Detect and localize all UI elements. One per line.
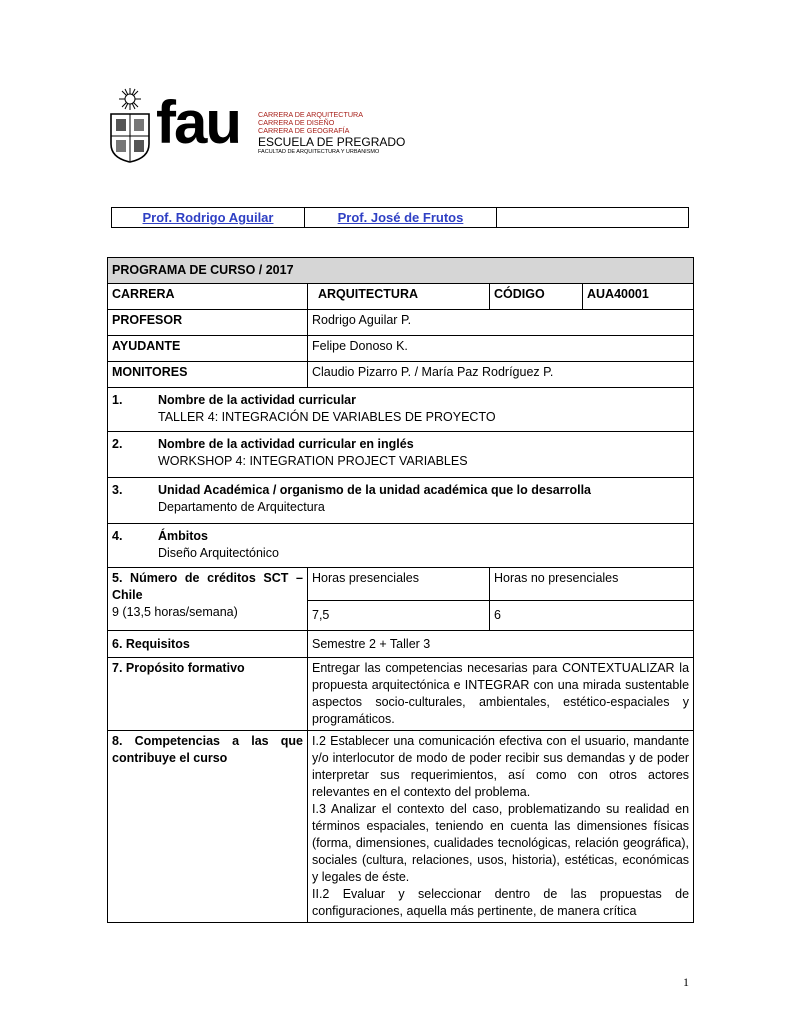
requisitos-label: 6. Requisitos — [108, 631, 308, 658]
monitores-value: Claudio Pizarro P. / María Paz Rodríguez P. — [308, 362, 694, 388]
section-3-value: Departamento de Arquitectura — [158, 500, 325, 514]
professor-cell — [305, 208, 497, 227]
career-item: CARRERA DE GEOGRAFÍA — [258, 126, 350, 135]
competencia-item: I.3 Analizar el contexto del caso, problematizando su realidad en términos espaciales, teniendo en cuenta las dimensiones físicas (forma, dimensiones, cualidades tecnológicas, relación geográfica), sociales (cultura, relaciones, usos, historia), estéticas, económicas y legales de éste. — [312, 802, 690, 884]
competencias-label: 8. Competencias a las que contribuye el curso — [108, 731, 308, 923]
proposito-row — [108, 658, 694, 731]
professor-link-1[interactable]: Prof. Rodrigo Aguilar — [142, 210, 274, 225]
career-item: CARRERA DE DISEÑO — [258, 118, 335, 127]
creditos-label: 5. Número de créditos SCT – Chile — [112, 571, 303, 602]
professors-table — [111, 207, 689, 228]
school-name: ESCUELA DE PREGRADO — [258, 135, 406, 149]
codigo-label: CÓDIGO — [490, 284, 583, 310]
ayudante-value: Felipe Donoso K. — [308, 336, 694, 362]
fau-logo-text: fau — [156, 89, 240, 156]
proposito-label: 7. Propósito formativo — [108, 658, 308, 731]
competencia-item: II.2 Evaluar y seleccionar dentro de las propuestas de configuraciones, aquella más pertinente, de manera crítica — [312, 887, 690, 918]
creditos-cell — [108, 568, 308, 631]
requisitos-row — [108, 631, 694, 658]
careers-list — [258, 111, 363, 135]
professor-link-2[interactable]: Prof. José de Frutos — [337, 210, 464, 225]
monitores-label: MONITORES — [108, 362, 308, 388]
ayudante-row — [108, 336, 694, 362]
section-1-title: Nombre de la actividad curricular — [158, 393, 356, 407]
section-3-title: Unidad Académica / organismo de la unidad académica que lo desarrolla — [158, 483, 592, 497]
section-number: 2. — [112, 437, 123, 451]
profesor-row — [108, 310, 694, 336]
codigo-value: AUA40001 — [583, 284, 694, 310]
university-seal-icon — [108, 86, 152, 164]
section-4-value: Diseño Arquitectónico — [158, 546, 279, 560]
creditos-value: 9 (13,5 horas/semana) — [112, 605, 238, 619]
section-4-title: Ámbitos — [158, 529, 208, 543]
competencia-item: I.2 Establecer una comunicación efectiva con el usuario, mandante y/o interlocutor de modo de poder recibir sus demandas y de poder interpretar sus requerimientos, así como con otros actores relevantes en el contexto del problema. — [312, 734, 690, 799]
carrera-value: ARQUITECTURA — [308, 284, 490, 310]
section-number: 1. — [112, 393, 123, 407]
horas-no-presenciales-label: Horas no presenciales — [490, 568, 694, 601]
profesor-value: Rodrigo Aguilar P. — [308, 310, 694, 336]
proposito-value: Entregar las competencias necesarias para CONTEXTUALIZAR la propuesta arquitectónica e INTEGRAR con una mirada sustentable aspectos socio-culturales, ambientales, estético-espaciales y programáticos. — [308, 658, 694, 731]
carrera-label: CARRERA — [108, 284, 308, 310]
program-title-row — [108, 258, 694, 284]
section-1-value: TALLER 4: INTEGRACIÓN DE VARIABLES DE PROYECTO — [158, 410, 496, 424]
monitores-row — [108, 362, 694, 388]
section-4-row — [108, 524, 694, 568]
section-1-row — [108, 388, 694, 432]
section-2-title: Nombre de la actividad curricular en inglés — [158, 437, 414, 451]
profesor-label: PROFESOR — [108, 310, 308, 336]
header-logo — [108, 86, 406, 166]
section-3-row — [108, 478, 694, 524]
program-table — [107, 257, 694, 923]
horas-presenciales-value: 7,5 — [308, 601, 490, 631]
horas-presenciales-label: Horas presenciales — [308, 568, 490, 601]
program-title: PROGRAMA DE CURSO / 2017 — [108, 258, 694, 284]
professor-cell-empty — [497, 208, 688, 227]
section-2-value: WORKSHOP 4: INTEGRATION PROJECT VARIABLES — [158, 454, 468, 468]
requisitos-value: Semestre 2 + Taller 3 — [308, 631, 694, 658]
professor-cell — [112, 208, 305, 227]
faculty-name: FACULTAD DE ARQUITECTURA Y URBANISMO — [258, 149, 380, 155]
section-number: 3. — [112, 483, 123, 497]
competencias-row — [108, 731, 694, 923]
section-2-row — [108, 432, 694, 478]
section-number: 4. — [112, 529, 123, 543]
creditos-row-1 — [108, 568, 694, 601]
career-item: CARRERA DE ARQUITECTURA — [258, 110, 364, 119]
horas-no-presenciales-value: 6 — [490, 601, 694, 631]
page-number: 1 — [683, 975, 689, 989]
ayudante-label: AYUDANTE — [108, 336, 308, 362]
carrera-row — [108, 284, 694, 310]
